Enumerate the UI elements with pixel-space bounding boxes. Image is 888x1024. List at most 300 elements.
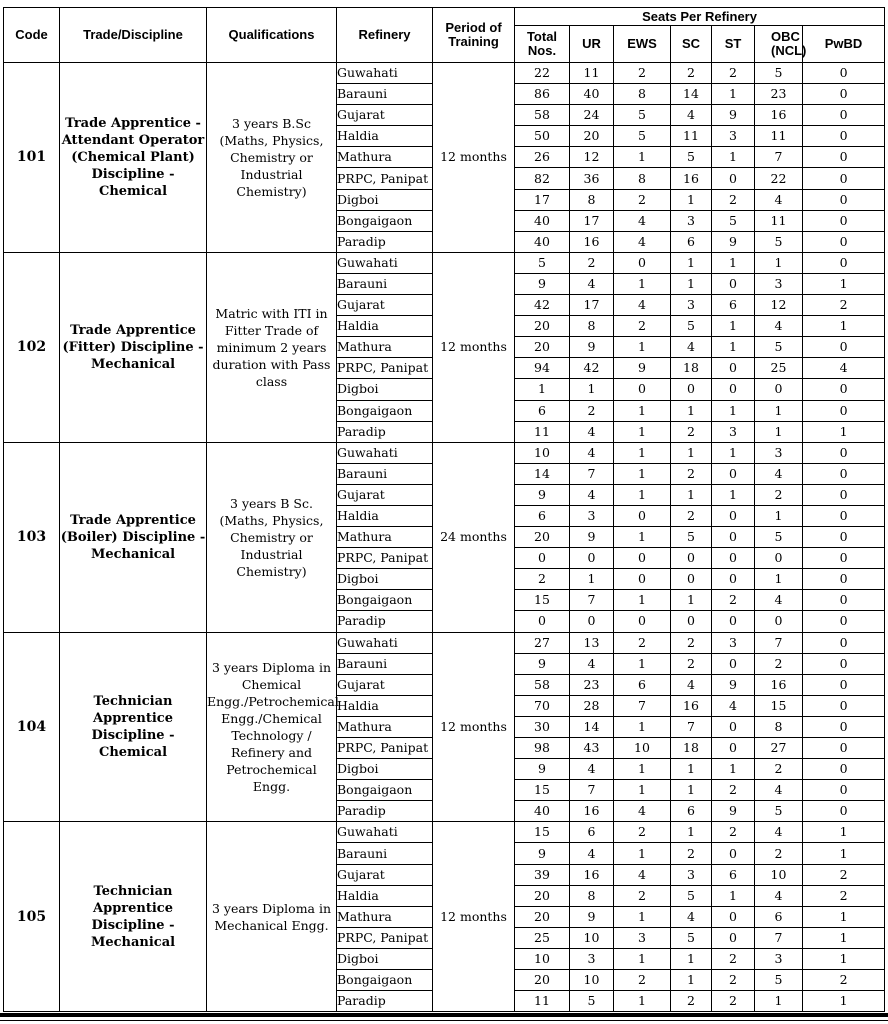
- obc-cell: 4: [755, 189, 803, 210]
- st-cell: 0: [712, 611, 755, 632]
- st-cell: 0: [712, 273, 755, 294]
- total-cell: 20: [515, 316, 570, 337]
- period-cell: 12 months: [433, 822, 515, 1012]
- qual-cell: 3 years B Sc. (Maths, Physics, Chemistry or Industrial Chemistry): [207, 442, 337, 632]
- code-cell: 105: [4, 822, 60, 1012]
- st-cell: 0: [712, 358, 755, 379]
- refinery-cell: Mathura: [337, 337, 433, 358]
- obc-cell: 2: [755, 484, 803, 505]
- sc-cell: 1: [671, 948, 712, 969]
- pwbd-cell: 0: [803, 379, 885, 400]
- refinery-cell: PRPC, Panipat: [337, 168, 433, 189]
- total-cell: 70: [515, 695, 570, 716]
- ews-cell: 1: [614, 716, 671, 737]
- header-total: Total Nos.: [515, 26, 570, 63]
- refinery-cell: Haldia: [337, 316, 433, 337]
- st-cell: 0: [712, 463, 755, 484]
- obc-cell: 4: [755, 316, 803, 337]
- ur-cell: 2: [570, 252, 614, 273]
- qual-cell: 3 years Diploma in Chemical Engg./Petrochemical Engg./Chemical Technology / Refinery and Petrochemical Engg.: [207, 632, 337, 822]
- table-row: [4, 252, 885, 273]
- sc-cell: 0: [671, 379, 712, 400]
- pwbd-cell: 1: [803, 273, 885, 294]
- sc-cell: 1: [671, 590, 712, 611]
- st-cell: 2: [712, 189, 755, 210]
- pwbd-cell: 1: [803, 822, 885, 843]
- st-cell: 0: [712, 505, 755, 526]
- total-cell: 25: [515, 927, 570, 948]
- header-period: Period of Training: [433, 8, 515, 63]
- total-cell: 98: [515, 738, 570, 759]
- refinery-cell: PRPC, Panipat: [337, 927, 433, 948]
- header-pwbd: PwBD: [803, 26, 885, 63]
- st-cell: 9: [712, 674, 755, 695]
- pwbd-cell: 0: [803, 716, 885, 737]
- pwbd-cell: 2: [803, 970, 885, 991]
- total-cell: 40: [515, 210, 570, 231]
- code-cell: 101: [4, 63, 60, 253]
- refinery-cell: Haldia: [337, 505, 433, 526]
- obc-cell: 5: [755, 970, 803, 991]
- ur-cell: 1: [570, 379, 614, 400]
- ur-cell: 11: [570, 63, 614, 84]
- ur-cell: 4: [570, 421, 614, 442]
- total-cell: 15: [515, 822, 570, 843]
- st-cell: 0: [712, 927, 755, 948]
- table-header: [4, 8, 885, 63]
- st-cell: 9: [712, 105, 755, 126]
- pwbd-cell: 2: [803, 885, 885, 906]
- st-cell: 2: [712, 948, 755, 969]
- obc-cell: 1: [755, 991, 803, 1012]
- ur-cell: 23: [570, 674, 614, 695]
- refinery-cell: Barauni: [337, 273, 433, 294]
- sc-cell: 4: [671, 105, 712, 126]
- ur-cell: 9: [570, 906, 614, 927]
- sc-cell: 1: [671, 252, 712, 273]
- pwbd-cell: 0: [803, 780, 885, 801]
- obc-cell: 16: [755, 105, 803, 126]
- pwbd-cell: 1: [803, 421, 885, 442]
- sc-cell: 2: [671, 421, 712, 442]
- st-cell: 5: [712, 210, 755, 231]
- sc-cell: 1: [671, 442, 712, 463]
- pwbd-cell: 0: [803, 252, 885, 273]
- ews-cell: 5: [614, 105, 671, 126]
- total-cell: 0: [515, 548, 570, 569]
- total-cell: 15: [515, 780, 570, 801]
- st-cell: 6: [712, 864, 755, 885]
- ews-cell: 1: [614, 843, 671, 864]
- ur-cell: 7: [570, 463, 614, 484]
- pwbd-cell: 0: [803, 548, 885, 569]
- pwbd-cell: 0: [803, 463, 885, 484]
- refinery-cell: PRPC, Panipat: [337, 358, 433, 379]
- ews-cell: 0: [614, 569, 671, 590]
- st-cell: 0: [712, 716, 755, 737]
- sc-cell: 1: [671, 970, 712, 991]
- st-cell: 1: [712, 252, 755, 273]
- st-cell: 4: [712, 695, 755, 716]
- obc-cell: 1: [755, 252, 803, 273]
- ews-cell: 2: [614, 63, 671, 84]
- table-row: [4, 632, 885, 653]
- refinery-cell: Paradip: [337, 801, 433, 822]
- total-cell: 1: [515, 379, 570, 400]
- pwbd-cell: 0: [803, 484, 885, 505]
- obc-cell: 4: [755, 463, 803, 484]
- pwbd-cell: 4: [803, 358, 885, 379]
- ews-cell: 2: [614, 316, 671, 337]
- st-cell: 9: [712, 231, 755, 252]
- ews-cell: 1: [614, 948, 671, 969]
- refinery-cell: Digboi: [337, 759, 433, 780]
- total-cell: 58: [515, 674, 570, 695]
- total-cell: 9: [515, 759, 570, 780]
- obc-cell: 2: [755, 653, 803, 674]
- sc-cell: 7: [671, 716, 712, 737]
- ur-cell: 24: [570, 105, 614, 126]
- pwbd-cell: 0: [803, 653, 885, 674]
- sc-cell: 2: [671, 505, 712, 526]
- trade-cell: Trade Apprentice - Attendant Operator (Chemical Plant) Discipline - Chemical: [60, 63, 207, 253]
- refinery-cell: Bongaigaon: [337, 210, 433, 231]
- obc-cell: 3: [755, 442, 803, 463]
- sc-cell: 1: [671, 780, 712, 801]
- ews-cell: 1: [614, 400, 671, 421]
- total-cell: 20: [515, 885, 570, 906]
- total-cell: 10: [515, 442, 570, 463]
- pwbd-cell: 2: [803, 864, 885, 885]
- total-cell: 40: [515, 231, 570, 252]
- pwbd-cell: 0: [803, 569, 885, 590]
- ews-cell: 4: [614, 864, 671, 885]
- ews-cell: 8: [614, 84, 671, 105]
- obc-cell: 2: [755, 843, 803, 864]
- st-cell: 0: [712, 527, 755, 548]
- code-cell: 104: [4, 632, 60, 822]
- st-cell: 1: [712, 84, 755, 105]
- obc-cell: 11: [755, 126, 803, 147]
- st-cell: 2: [712, 63, 755, 84]
- ews-cell: 5: [614, 126, 671, 147]
- total-cell: 9: [515, 484, 570, 505]
- sc-cell: 1: [671, 273, 712, 294]
- sc-cell: 2: [671, 63, 712, 84]
- refinery-cell: Mathura: [337, 527, 433, 548]
- ews-cell: 1: [614, 780, 671, 801]
- st-cell: 3: [712, 421, 755, 442]
- refinery-cell: Guwahati: [337, 632, 433, 653]
- obc-cell: 23: [755, 84, 803, 105]
- ews-cell: 1: [614, 527, 671, 548]
- refinery-cell: Mathura: [337, 906, 433, 927]
- obc-cell: 2: [755, 759, 803, 780]
- obc-cell: 27: [755, 738, 803, 759]
- ur-cell: 17: [570, 210, 614, 231]
- obc-cell: 0: [755, 611, 803, 632]
- st-cell: 1: [712, 759, 755, 780]
- ur-cell: 16: [570, 801, 614, 822]
- obc-cell: 5: [755, 63, 803, 84]
- sc-cell: 5: [671, 527, 712, 548]
- sc-cell: 1: [671, 400, 712, 421]
- sc-cell: 2: [671, 991, 712, 1012]
- sc-cell: 16: [671, 168, 712, 189]
- sc-cell: 4: [671, 674, 712, 695]
- header-obc: OBC (NCL): [755, 26, 803, 63]
- header-ews: EWS: [614, 26, 671, 63]
- refinery-cell: Mathura: [337, 147, 433, 168]
- st-cell: 1: [712, 400, 755, 421]
- header-sc: SC: [671, 26, 712, 63]
- sc-cell: 11: [671, 126, 712, 147]
- ur-cell: 40: [570, 84, 614, 105]
- st-cell: 0: [712, 548, 755, 569]
- obc-cell: 4: [755, 590, 803, 611]
- total-cell: 14: [515, 463, 570, 484]
- ews-cell: 1: [614, 653, 671, 674]
- refinery-cell: Barauni: [337, 84, 433, 105]
- st-cell: 1: [712, 147, 755, 168]
- obc-cell: 6: [755, 906, 803, 927]
- ews-cell: 4: [614, 231, 671, 252]
- total-cell: 0: [515, 611, 570, 632]
- sc-cell: 5: [671, 316, 712, 337]
- total-cell: 39: [515, 864, 570, 885]
- ur-cell: 2: [570, 400, 614, 421]
- sc-cell: 1: [671, 189, 712, 210]
- refinery-cell: Gujarat: [337, 484, 433, 505]
- obc-cell: 3: [755, 273, 803, 294]
- refinery-cell: Paradip: [337, 421, 433, 442]
- header-ur: UR: [570, 26, 614, 63]
- refinery-cell: Haldia: [337, 695, 433, 716]
- ews-cell: 1: [614, 442, 671, 463]
- refinery-cell: Bongaigaon: [337, 780, 433, 801]
- pwbd-cell: 0: [803, 611, 885, 632]
- pwbd-cell: 0: [803, 400, 885, 421]
- ur-cell: 8: [570, 316, 614, 337]
- header-code: Code: [4, 8, 60, 63]
- total-cell: 6: [515, 505, 570, 526]
- sc-cell: 16: [671, 695, 712, 716]
- sc-cell: 1: [671, 822, 712, 843]
- refinery-cell: Paradip: [337, 611, 433, 632]
- qual-cell: 3 years Diploma in Mechanical Engg.: [207, 822, 337, 1012]
- ur-cell: 8: [570, 885, 614, 906]
- table-row: [4, 442, 885, 463]
- ur-cell: 13: [570, 632, 614, 653]
- obc-cell: 4: [755, 780, 803, 801]
- pwbd-cell: 0: [803, 84, 885, 105]
- total-cell: 20: [515, 906, 570, 927]
- ur-cell: 1: [570, 569, 614, 590]
- refinery-cell: Guwahati: [337, 252, 433, 273]
- refinery-cell: Guwahati: [337, 63, 433, 84]
- header-refinery: Refinery: [337, 8, 433, 63]
- obc-cell: 11: [755, 210, 803, 231]
- obc-cell: 1: [755, 421, 803, 442]
- st-cell: 0: [712, 379, 755, 400]
- st-cell: 2: [712, 590, 755, 611]
- ur-cell: 36: [570, 168, 614, 189]
- footer-thick-line: [0, 1013, 888, 1017]
- ur-cell: 3: [570, 948, 614, 969]
- st-cell: 0: [712, 168, 755, 189]
- pwbd-cell: 2: [803, 295, 885, 316]
- refinery-cell: Bongaigaon: [337, 400, 433, 421]
- total-cell: 26: [515, 147, 570, 168]
- ews-cell: 0: [614, 252, 671, 273]
- refinery-cell: Guwahati: [337, 822, 433, 843]
- table-row: [4, 822, 885, 843]
- ews-cell: 8: [614, 168, 671, 189]
- sc-cell: 3: [671, 295, 712, 316]
- obc-cell: 0: [755, 379, 803, 400]
- trade-cell: Trade Apprentice (Fitter) Discipline - Mechanical: [60, 252, 207, 442]
- ews-cell: 1: [614, 759, 671, 780]
- ur-cell: 10: [570, 970, 614, 991]
- st-cell: 1: [712, 484, 755, 505]
- ews-cell: 2: [614, 822, 671, 843]
- pwbd-cell: 0: [803, 695, 885, 716]
- sc-cell: 18: [671, 738, 712, 759]
- total-cell: 20: [515, 337, 570, 358]
- header-seats-group: Seats Per Refinery: [515, 8, 885, 26]
- obc-cell: 3: [755, 948, 803, 969]
- ur-cell: 4: [570, 843, 614, 864]
- sc-cell: 4: [671, 337, 712, 358]
- code-cell: 102: [4, 252, 60, 442]
- ur-cell: 3: [570, 505, 614, 526]
- ur-cell: 20: [570, 126, 614, 147]
- sc-cell: 0: [671, 548, 712, 569]
- ur-cell: 9: [570, 527, 614, 548]
- total-cell: 11: [515, 421, 570, 442]
- pwbd-cell: 0: [803, 168, 885, 189]
- header-qualifications: Qualifications: [207, 8, 337, 63]
- ur-cell: 16: [570, 231, 614, 252]
- pwbd-cell: 0: [803, 337, 885, 358]
- st-cell: 1: [712, 885, 755, 906]
- refinery-cell: Gujarat: [337, 674, 433, 695]
- st-cell: 3: [712, 126, 755, 147]
- refinery-cell: Gujarat: [337, 295, 433, 316]
- obc-cell: 1: [755, 505, 803, 526]
- period-cell: 24 months: [433, 442, 515, 632]
- total-cell: 9: [515, 273, 570, 294]
- sc-cell: 14: [671, 84, 712, 105]
- pwbd-cell: 0: [803, 759, 885, 780]
- obc-cell: 5: [755, 231, 803, 252]
- sc-cell: 5: [671, 927, 712, 948]
- st-cell: 0: [712, 738, 755, 759]
- ews-cell: 4: [614, 801, 671, 822]
- ews-cell: 2: [614, 970, 671, 991]
- pwbd-cell: 0: [803, 210, 885, 231]
- ews-cell: 1: [614, 421, 671, 442]
- st-cell: 9: [712, 801, 755, 822]
- st-cell: 0: [712, 843, 755, 864]
- ews-cell: 4: [614, 210, 671, 231]
- refinery-cell: Paradip: [337, 991, 433, 1012]
- ur-cell: 12: [570, 147, 614, 168]
- obc-cell: 15: [755, 695, 803, 716]
- total-cell: 94: [515, 358, 570, 379]
- st-cell: 2: [712, 780, 755, 801]
- st-cell: 0: [712, 569, 755, 590]
- pwbd-cell: 0: [803, 801, 885, 822]
- refinery-cell: Haldia: [337, 126, 433, 147]
- total-cell: 58: [515, 105, 570, 126]
- pwbd-cell: 1: [803, 843, 885, 864]
- st-cell: 2: [712, 991, 755, 1012]
- sc-cell: 5: [671, 885, 712, 906]
- obc-cell: 1: [755, 569, 803, 590]
- ews-cell: 7: [614, 695, 671, 716]
- obc-cell: 1: [755, 400, 803, 421]
- pwbd-cell: 0: [803, 105, 885, 126]
- refinery-cell: Barauni: [337, 653, 433, 674]
- total-cell: 17: [515, 189, 570, 210]
- refinery-cell: Barauni: [337, 843, 433, 864]
- refinery-cell: Barauni: [337, 463, 433, 484]
- obc-cell: 7: [755, 632, 803, 653]
- pwbd-cell: 0: [803, 63, 885, 84]
- header-st: ST: [712, 26, 755, 63]
- trade-cell: Technician Apprentice Discipline - Mechanical: [60, 822, 207, 1012]
- sc-cell: 2: [671, 843, 712, 864]
- obc-cell: 0: [755, 548, 803, 569]
- sc-cell: 0: [671, 569, 712, 590]
- ur-cell: 0: [570, 611, 614, 632]
- trade-cell: Trade Apprentice (Boiler) Discipline - Mechanical: [60, 442, 207, 632]
- total-cell: 20: [515, 970, 570, 991]
- qual-cell: Matric with ITI in Fitter Trade of minimum 2 years duration with Pass class: [207, 252, 337, 442]
- sc-cell: 5: [671, 147, 712, 168]
- ur-cell: 4: [570, 653, 614, 674]
- ur-cell: 5: [570, 991, 614, 1012]
- qual-cell: 3 years B.Sc (Maths, Physics, Chemistry or Industrial Chemistry): [207, 63, 337, 253]
- st-cell: 2: [712, 822, 755, 843]
- obc-cell: 10: [755, 864, 803, 885]
- obc-cell: 8: [755, 716, 803, 737]
- obc-cell: 5: [755, 801, 803, 822]
- pwbd-cell: 0: [803, 442, 885, 463]
- ur-cell: 28: [570, 695, 614, 716]
- ews-cell: 0: [614, 611, 671, 632]
- sc-cell: 2: [671, 653, 712, 674]
- total-cell: 9: [515, 843, 570, 864]
- obc-cell: 22: [755, 168, 803, 189]
- sc-cell: 18: [671, 358, 712, 379]
- total-cell: 9: [515, 653, 570, 674]
- sc-cell: 2: [671, 463, 712, 484]
- pwbd-cell: 0: [803, 632, 885, 653]
- refinery-cell: Mathura: [337, 716, 433, 737]
- refinery-cell: Bongaigaon: [337, 590, 433, 611]
- ur-cell: 6: [570, 822, 614, 843]
- pwbd-cell: 0: [803, 674, 885, 695]
- ur-cell: 4: [570, 442, 614, 463]
- pwbd-cell: 0: [803, 147, 885, 168]
- pwbd-cell: 1: [803, 316, 885, 337]
- total-cell: 15: [515, 590, 570, 611]
- refinery-cell: Bongaigaon: [337, 970, 433, 991]
- ews-cell: 1: [614, 463, 671, 484]
- trade-cell: Technician Apprentice Discipline - Chemical: [60, 632, 207, 822]
